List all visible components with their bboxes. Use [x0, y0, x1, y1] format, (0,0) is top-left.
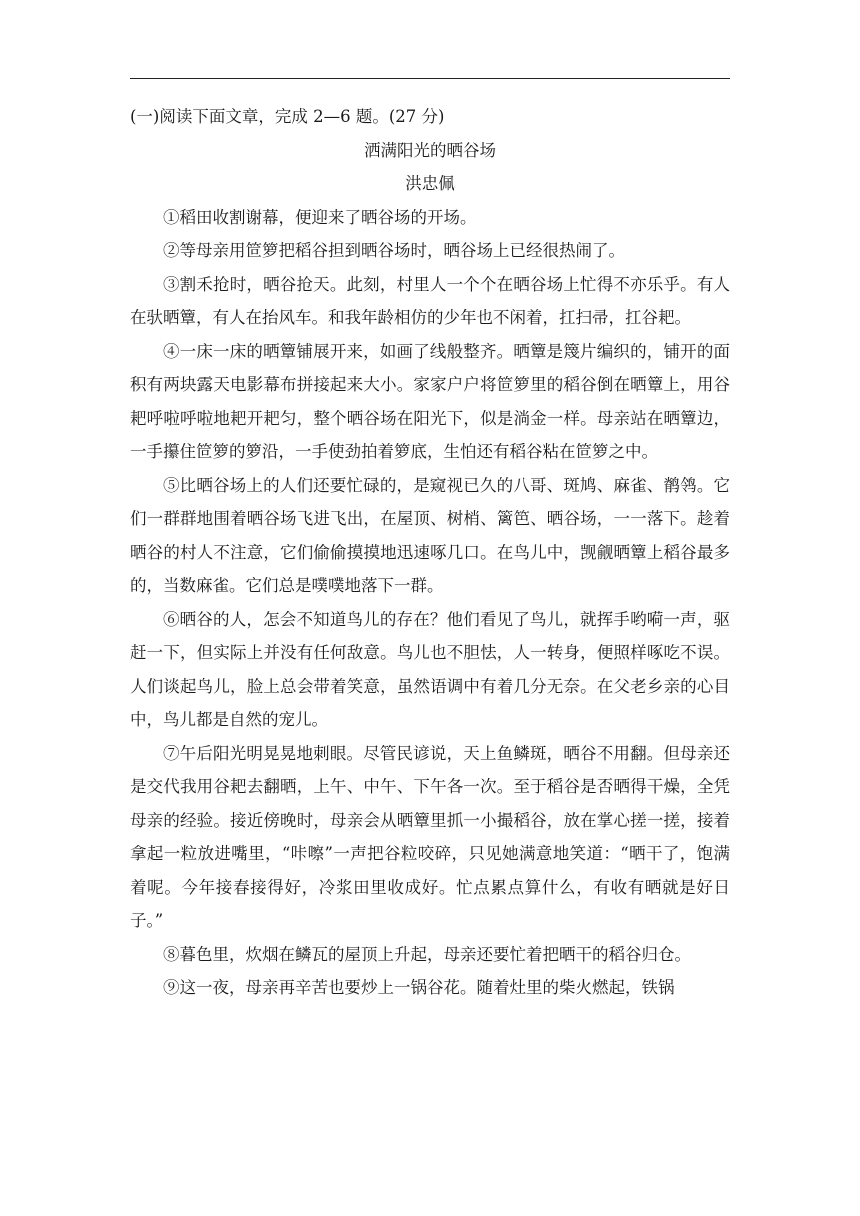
article-author: 洪忠佩 [405, 174, 455, 193]
reading-passage [130, 100, 730, 1005]
paragraph-4: ④一床一床的晒簟铺展开来，如画了线般整齐。晒簟是篾片编织的，铺开的面积有两块露天电影幕布拼接起来大小。家家户户将笸箩里的稻谷倒在晒簟上，用谷耙呼啦呼啦地耙开耙匀，整个晒谷场在阳光下，似是淌金一样。母亲站在晒簟边，一手攥住笸箩的箩沿，一手使劲拍着箩底，生怕还有稻谷粘在笸箩之中。 [130, 341, 730, 461]
paragraph-9: ⑨这一夜，母亲再辛苦也要炒上一锅谷花。随着灶里的柴火燃起，铁锅 [163, 978, 675, 997]
top-divider [130, 78, 730, 79]
paragraph-6: ⑥晒谷的人，怎会不知道鸟儿的存在？他们看见了鸟儿，就挥手哟嗬一声，驱赶一下，但实际上并没有任何敌意。鸟儿也不胆怯，人一转身，便照样啄吃不误。人们谈起鸟儿，脸上总会带着笑意，虽然语调中有着几分无奈。在父老乡亲的心目中，鸟儿都是自然的宠儿。 [130, 609, 730, 729]
paragraph-1: ①稻田收割谢幕，便迎来了晒谷场的开场。 [163, 207, 477, 227]
paragraph-5: ⑤比晒谷场上的人们还要忙碌的，是窥视已久的八哥、斑鸠、麻雀、鹡鸰。它们一群群地围着晒谷场飞进飞出，在屋顶、树梢、篱笆、晒谷场，一一落下。趁着晒谷的村人不注意，它们偷偷摸摸地迅速啄几口。在鸟儿中，觊觎晒簟上稻谷最多的，当数麻雀。它们总是噗噗地落下一群。 [130, 475, 730, 595]
article-title: 洒满阳光的晒谷场 [364, 140, 496, 160]
paragraph-2: ②等母亲用笸箩把稻谷担到晒谷场时，晒谷场上已经很热闹了。 [163, 241, 625, 260]
paragraph-3: ③割禾抢时，晒谷抢天。此刻，村里人一个个在晒谷场上忙得不亦乐乎。有人在驮晒簟，有人在抬风车。和我年龄相仿的少年也不闲着，扛扫帚，扛谷耙。 [130, 274, 730, 327]
section-instruction: (一)阅读下面文章，完成 2—6 题。(27 分) [130, 107, 445, 126]
paragraph-8: ⑧暮色里，炊烟在鳞瓦的屋顶上升起，母亲还要忙着把晒干的稻谷归仓。 [163, 944, 691, 964]
paragraph-7: ⑦午后阳光明晃晃地刺眼。尽管民谚说，天上鱼鳞斑，晒谷不用翻。但母亲还是交代我用谷耙去翻晒，上午、中午、下午各一次。至于稻谷是否晒得干燥，全凭母亲的经验。接近傍晚时，母亲会从晒簟里抓一小撮稻谷，放在掌心搓一搓，接着拿起一粒放进嘴里，“咔嚓”一声把谷粒咬碎，只见她满意地笑道：“晒干了，饱满着呢。今年接春接得好，冷浆田里收成好。忙点累点算什么，有收有晒就是好日子。” [130, 743, 730, 930]
